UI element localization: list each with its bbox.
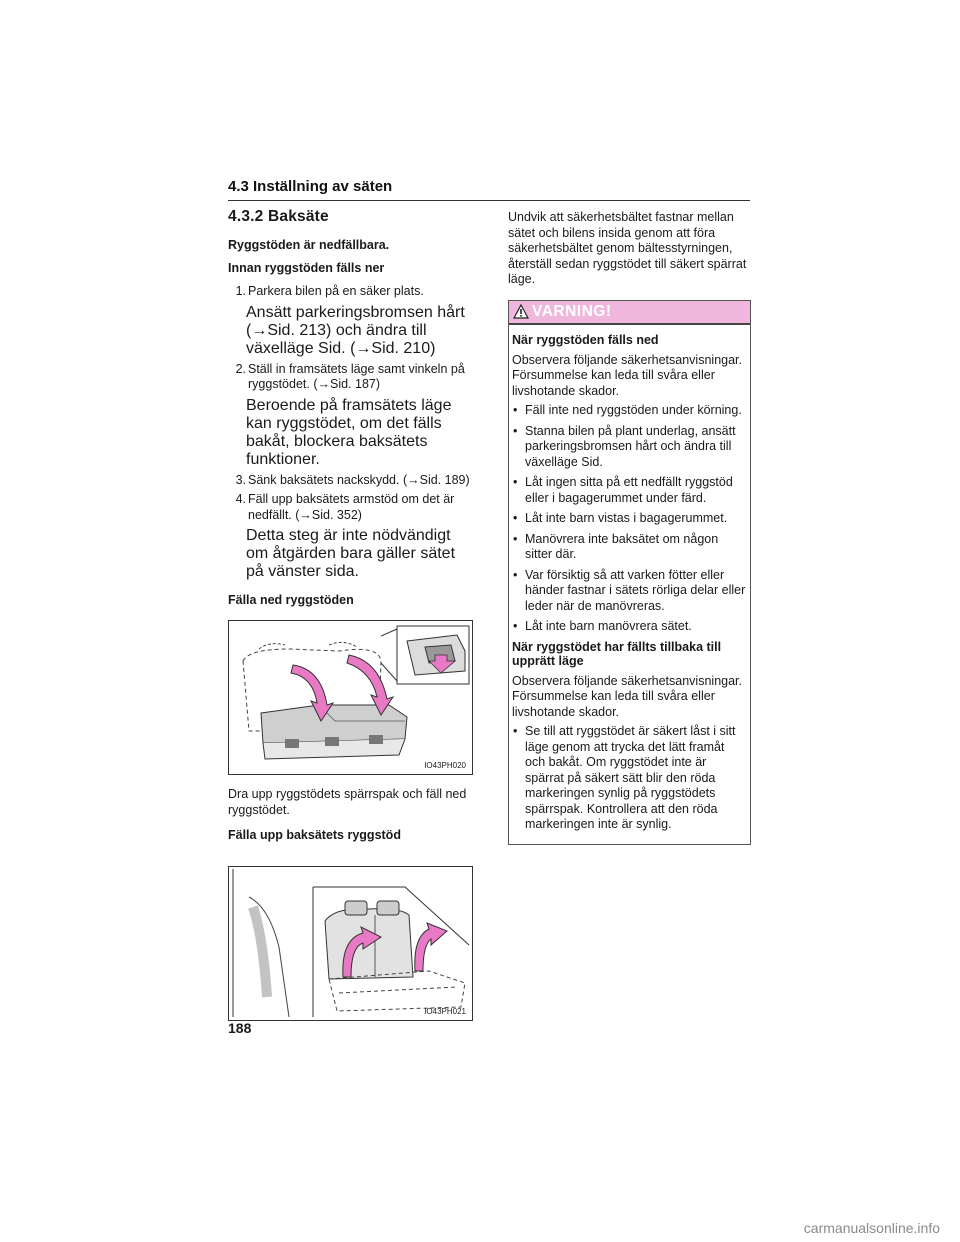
step-text: Ställ in framsätets läge samt vinkeln på ryggstödet. (→Sid. 187)	[248, 361, 465, 391]
right-column	[508, 210, 751, 845]
step-item	[228, 284, 473, 300]
warning-bullet: • Fäll inte ned ryggstöden under körning.	[513, 403, 742, 417]
warning-header	[509, 301, 750, 325]
fold-down-heading: Fälla ned ryggstöden	[228, 593, 354, 607]
page-title: 4.3.2 Baksäte	[228, 208, 329, 225]
step-text: Parkera bilen på en säker plats.	[248, 284, 424, 298]
step-item	[228, 473, 473, 489]
warning-triangle-icon	[513, 304, 529, 319]
warning-bullet: • Var försiktig så att varken fötter eller händer fastnar i sätets rörliga delar eller leder när de manövreras.	[513, 567, 746, 613]
step-list	[228, 284, 473, 581]
fold-up-heading: Fälla upp baksätets ryggstöd	[228, 828, 401, 842]
step-item	[228, 362, 473, 393]
step-subtext: Detta steg är inte nödvändigt om åtgärden bara gäller sätet på vänster sida.	[246, 527, 456, 580]
warning-label: VARNING!	[532, 302, 612, 320]
step-number: 1.	[235, 284, 246, 298]
figure-code: IO43PH020	[424, 761, 466, 770]
warning-heading: När ryggstöden fälls ned	[512, 332, 659, 347]
warning-bullet: • Låt inte barn manövrera sätet.	[513, 619, 692, 633]
warning-bullet: • Manövrera inte baksätet om någon sitter där.	[513, 531, 719, 561]
step-subtext: Ansätt parkeringsbromsen hårt (→Sid. 213) och ändra till växelläge Sid. (→Sid. 210)	[246, 303, 465, 357]
warning-text: Observera följande säkerhetsanvisningar. Försummelse kan leda till svåra eller livshotande skador.	[512, 673, 742, 719]
left-column	[228, 208, 473, 1033]
seat-fold-down-illustration	[229, 621, 472, 774]
step-item	[228, 492, 473, 523]
page-number: 188	[228, 1020, 252, 1036]
figure-caption: Dra upp ryggstödets spärrspak och fäll ned ryggstödet.	[228, 787, 467, 817]
figure-fold-down	[228, 620, 473, 775]
warning-bullet: • Se till att ryggstödet är säkert låst i sitt läge genom att trycka det lätt framåt och bakåt. Om ryggstödet inte är spärrat på säkert sätt blir den röda markeringen synlig på ryggstödets spärrspak. Kontrollera att den röda markeringen inte är synlig.	[513, 724, 736, 831]
figure-code: IO43PH021	[424, 1007, 466, 1016]
section-header: 4.3 Inställning av säten	[228, 178, 750, 201]
warning-text: Observera följande säkerhetsanvisningar. Försummelse kan leda till svåra eller livshotande skador.	[512, 352, 742, 398]
warning-bullet: • Stanna bilen på plant underlag, ansätt parkeringsbromsen hårt och ändra till växelläge Sid.	[513, 423, 736, 469]
warning-heading: När ryggstödet har fällts tillbaka till upprätt läge	[512, 639, 722, 668]
seat-fold-up-illustration	[229, 867, 472, 1020]
step-number: 2.	[235, 361, 246, 376]
warning-body	[509, 325, 750, 844]
watermark: carmanualsonline.info	[803, 1220, 940, 1236]
warning-bullet: • Låt ingen sitta på ett nedfällt ryggstöd eller i bagagerummet under färd.	[513, 475, 733, 505]
figure-fold-up	[228, 866, 473, 1021]
warning-bullet: • Låt inte barn vistas i bagagerummet.	[513, 511, 728, 525]
step-number: 4.	[235, 492, 246, 506]
step-text: Sänk baksätets nackskydd. (→Sid. 189)	[248, 472, 470, 487]
step-subtext: Beroende på framsätets läge kan ryggstödet, om det fälls bakåt, blockera baksätets funktioner.	[246, 396, 452, 468]
belt-guide-note: Undvik att säkerhetsbältet fastnar mellan sätet och bilens insida genom att föra säkerhetsbältet genom bältesstyrningen, återställ sedan ryggstödet till säkert spärrat läge.	[508, 210, 747, 286]
warning-box	[508, 300, 751, 845]
step-text: Fäll upp baksätets armstöd om det är nedfällt. (→Sid. 352)	[248, 492, 455, 522]
before-heading: Innan ryggstöden fälls ner	[228, 261, 385, 275]
step-number: 3.	[235, 472, 246, 487]
intro-heading: Ryggstöden är nedfällbara.	[228, 238, 390, 252]
